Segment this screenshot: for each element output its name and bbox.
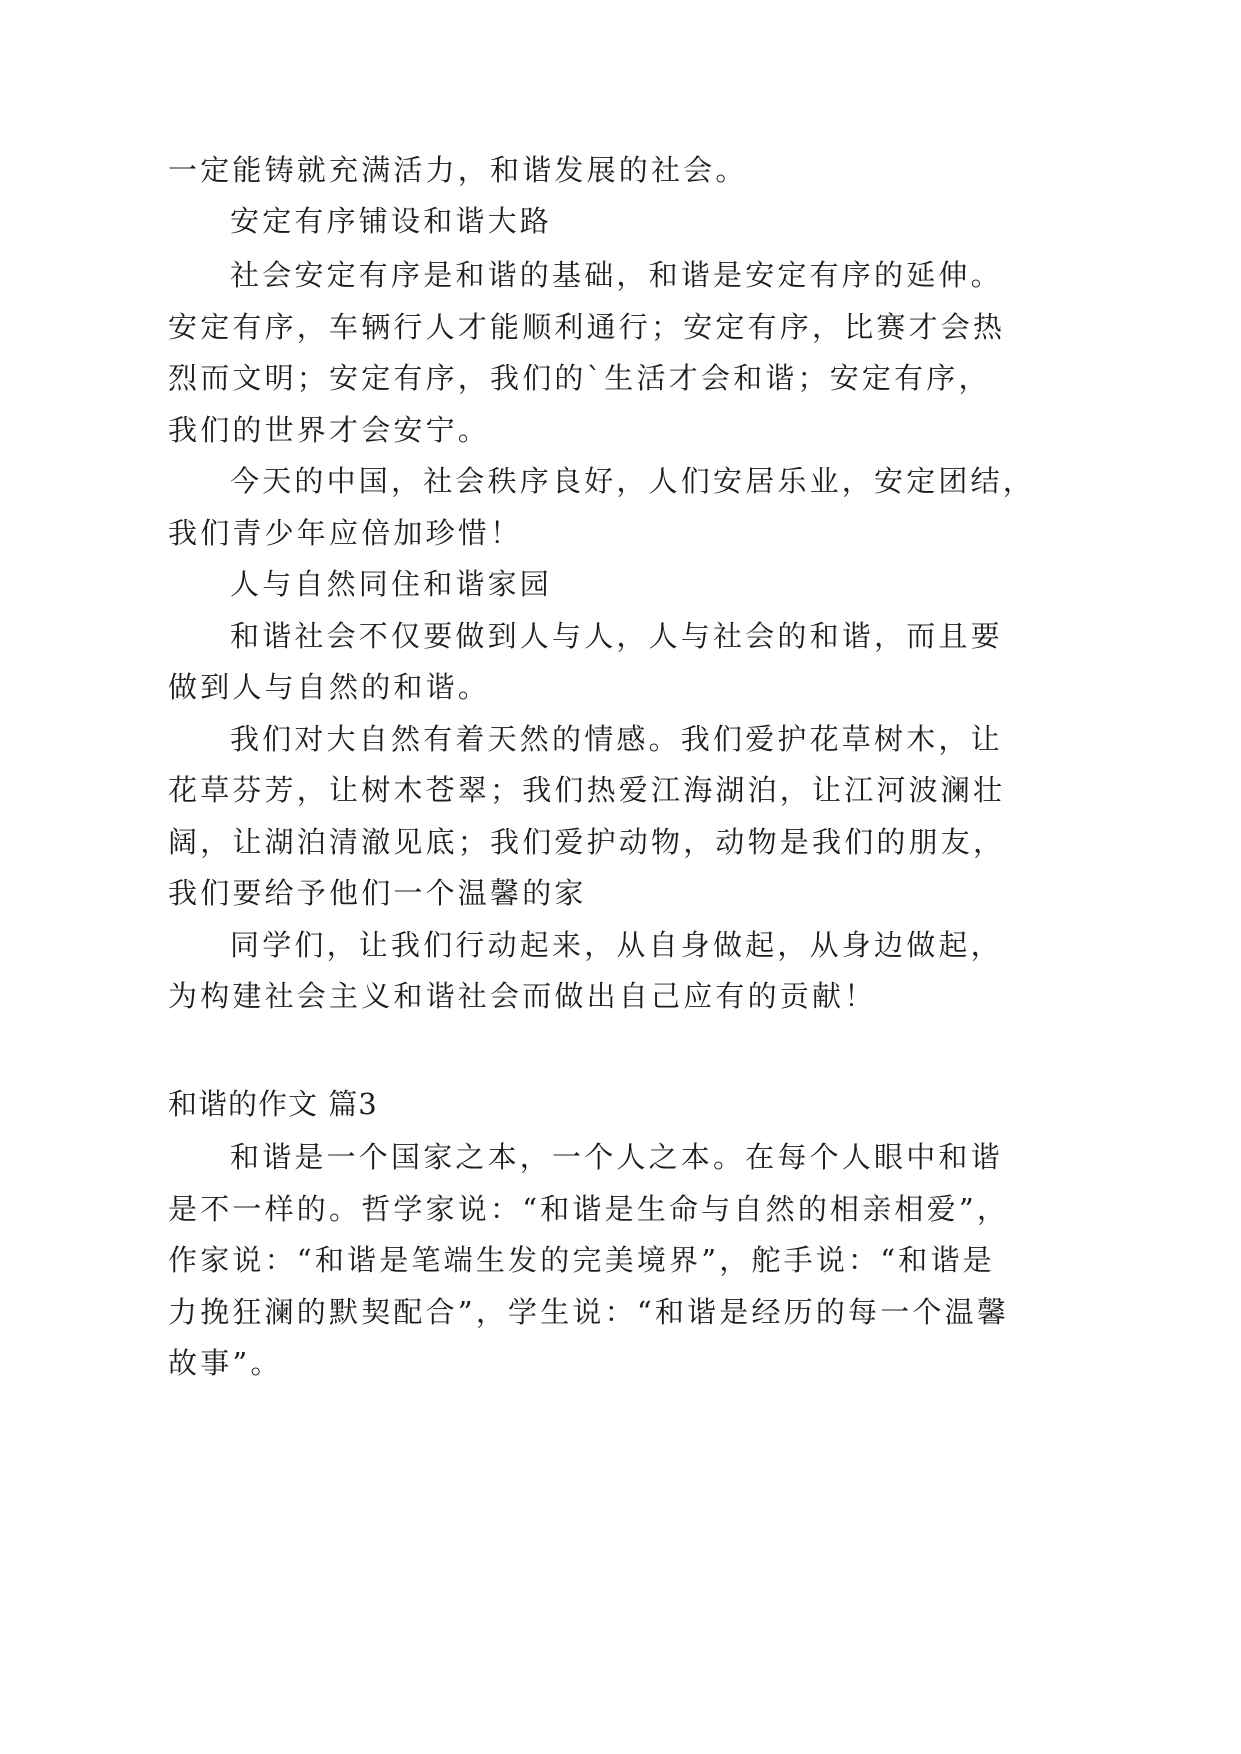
text-line: 我们对大自然有着天然的情感。我们爱护花草树木，让	[230, 722, 1003, 756]
text-line: 故事”。	[168, 1346, 283, 1380]
section-heading: 安定有序铺设和谐大路	[230, 204, 553, 238]
text-line: 安定有序，车辆行人才能顺利通行；安定有序，比赛才会热	[168, 310, 1006, 344]
text-line: 我们的世界才会安宁。	[168, 413, 491, 447]
text-line: 作家说：“和谐是笔端生发的完美境界”，舵手说：“和谐是	[168, 1243, 995, 1277]
text-line: 同学们，让我们行动起来，从自身做起，从身边做起，	[230, 928, 1003, 962]
text-line: 我们青少年应倍加珍惜！	[168, 516, 523, 550]
section-heading: 人与自然同住和谐家园	[230, 567, 553, 601]
text-line: 今天的中国，社会秩序良好，人们安居乐业，安定团结，	[230, 464, 1036, 498]
text-line: 社会安定有序是和谐的基础，和谐是安定有序的延伸。	[230, 258, 1003, 292]
text-line: 阔，让湖泊清澈见底；我们爱护动物，动物是我们的朋友，	[168, 825, 1006, 859]
text-line: 是不一样的。哲学家说：“和谐是生命与自然的相亲相爱”，	[168, 1192, 1010, 1226]
text-line: 做到人与自然的和谐。	[168, 670, 491, 704]
article-title: 和谐的作文 篇3	[168, 1087, 378, 1121]
text-line: 和谐社会不仅要做到人与人，人与社会的和谐，而且要	[230, 619, 1003, 653]
text-line: 为构建社会主义和谐社会而做出自己应有的贡献！	[168, 979, 877, 1013]
text-line: 花草芬芳，让树木苍翠；我们热爱江海湖泊，让江河波澜壮	[168, 773, 1006, 807]
text-line: 力挽狂澜的默契配合”，学生说：“和谐是经历的每一个温馨	[168, 1295, 1010, 1329]
text-line: 一定能铸就充满活力，和谐发展的社会。	[168, 153, 748, 187]
text-line: 我们要给予他们一个温馨的家	[168, 876, 587, 910]
text-line: 烈而文明；安定有序，我们的`生活才会和谐；安定有序，	[168, 361, 991, 395]
text-line: 和谐是一个国家之本，一个人之本。在每个人眼中和谐	[230, 1140, 1003, 1174]
